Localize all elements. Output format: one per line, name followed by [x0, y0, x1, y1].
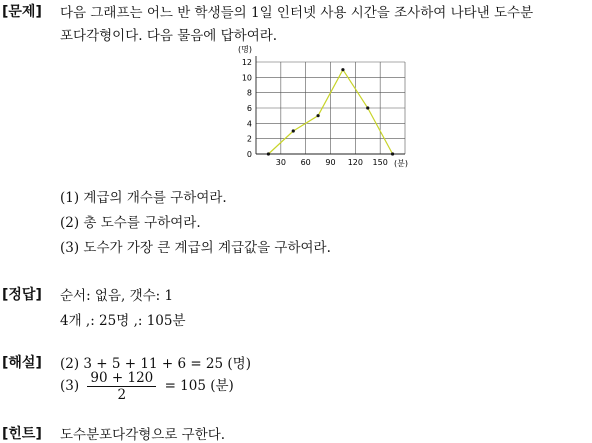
answer-line1: 순서: 없음, 갯수: 1 [60, 288, 174, 304]
data-point [292, 129, 295, 132]
y-tick-label: 12 [241, 58, 252, 67]
y-tick-label: 6 [246, 104, 252, 113]
question-2: (2) 총 도수를 구하여라. [60, 215, 201, 231]
chart-tick-labels [242, 58, 388, 167]
chart-x-axis-label: (분) [394, 159, 408, 168]
y-tick-label: 10 [241, 73, 252, 83]
chart-y-axis-label: (명) [238, 45, 252, 54]
data-point [341, 68, 344, 71]
answer-label: [정답] [2, 287, 42, 303]
x-tick-label: 90 [325, 158, 336, 167]
x-tick-label: 30 [275, 158, 286, 167]
frequency-polygon-chart [230, 44, 420, 172]
explanation-label: [해설] [2, 355, 42, 371]
problem-text-line2: 포다각형이다. 다음 물음에 답하여라. [60, 28, 278, 44]
fraction-numerator: 90 + 120 [87, 370, 156, 387]
data-point [366, 106, 369, 109]
problem-label: [문제] [2, 4, 42, 20]
x-tick-label: 150 [372, 158, 388, 167]
fraction-denominator: 2 [117, 387, 127, 403]
hint-label: [힌트] [2, 426, 42, 442]
explanation-line2-suffix: = 105 (분) [164, 378, 234, 394]
x-tick-label: 60 [300, 158, 311, 167]
hint-text: 도수분포다각형으로 구한다. [60, 427, 226, 443]
answer-line2: 4개 ,: 25명 ,: 105분 [60, 313, 186, 329]
data-point [316, 114, 319, 117]
data-point [391, 152, 394, 155]
fraction [87, 370, 156, 403]
explanation-line2-prefix: (3) [60, 378, 80, 394]
explanation-line1: (2) 3 + 5 + 11 + 6 = 25 (명) [60, 356, 251, 372]
chart-grid [256, 62, 405, 154]
question-1: (1) 계급의 개수를 구하여라. [60, 190, 227, 206]
y-tick-label: 2 [246, 134, 252, 144]
y-tick-label: 0 [246, 150, 252, 159]
x-tick-label: 120 [347, 158, 363, 167]
data-point [267, 152, 270, 155]
y-tick-label: 8 [246, 88, 252, 98]
explanation-line2 [60, 370, 234, 403]
question-3: (3) 도수가 가장 큰 계급의 계급값을 구하여라. [60, 240, 331, 256]
problem-text-line1: 다음 그래프는 어느 반 학생들의 1일 인터넷 사용 시간을 조사하여 나타낸 도수분 [60, 5, 534, 21]
y-tick-label: 4 [246, 119, 252, 129]
